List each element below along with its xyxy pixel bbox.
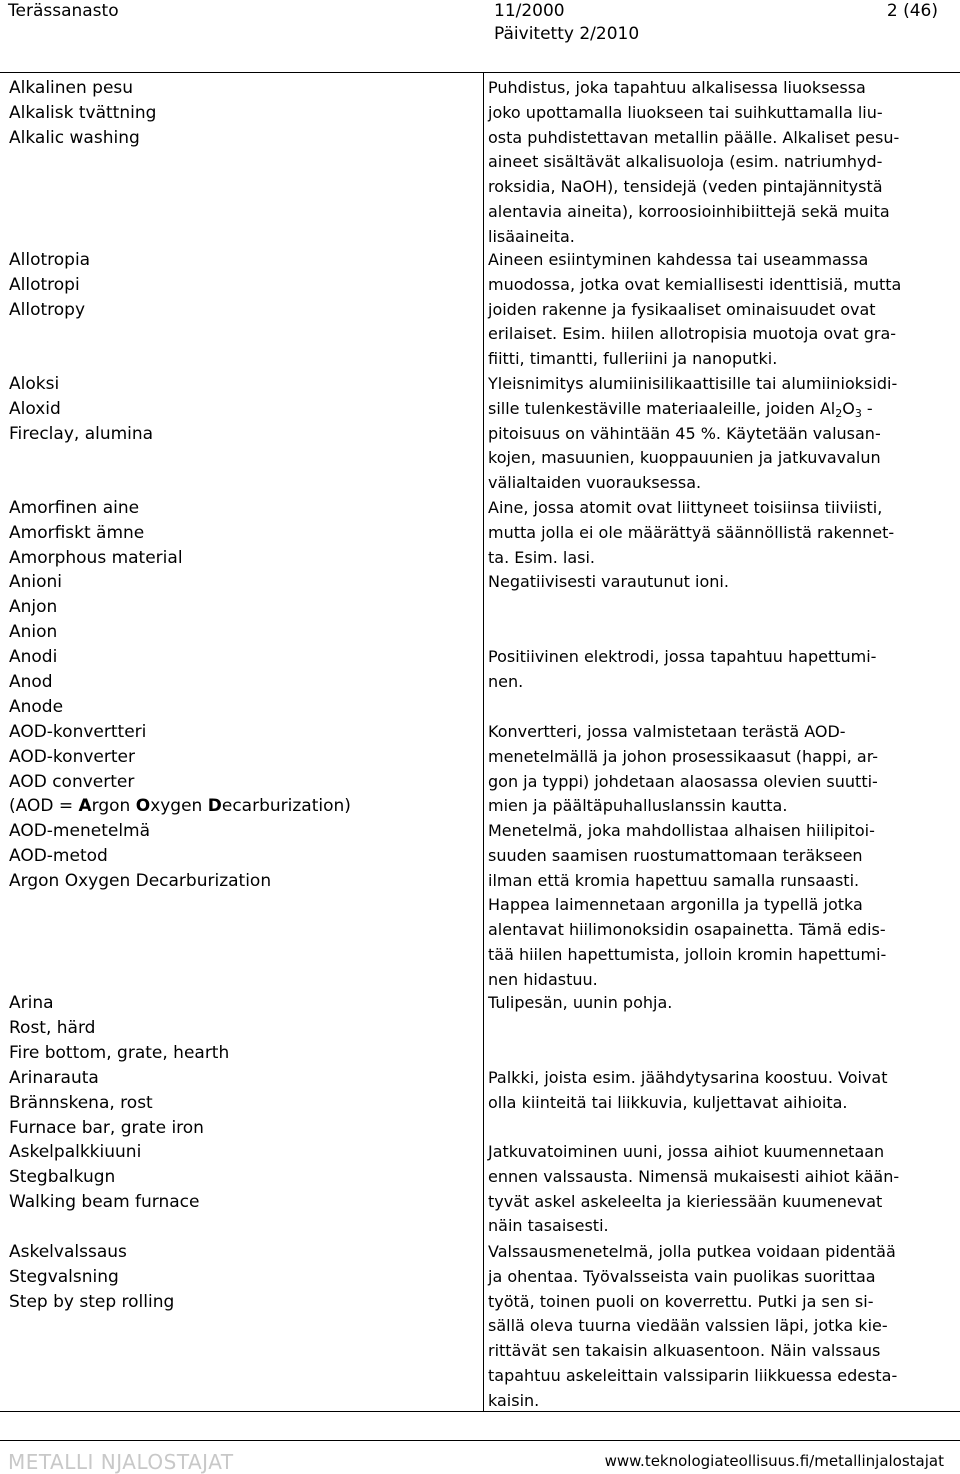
term-fi: Arinarauta: [9, 1068, 99, 1088]
term-sv: Stegbalkugn: [9, 1166, 116, 1187]
term-fi: Alkalinen pesu: [9, 78, 134, 98]
definition-cell: [488, 570, 950, 595]
term-cell: [9, 819, 479, 893]
definition-line: ennen valssausta. Nimensä mukaisesti aihiot kään-: [488, 1166, 900, 1186]
term-sv: AOD-metod: [9, 845, 108, 866]
term-en: Fire bottom, grate, hearth: [9, 1042, 230, 1063]
column-divider: [483, 72, 484, 1412]
term-en: Furnace bar, grate iron: [9, 1117, 204, 1138]
definition-line: Happea laimennetaan argonilla ja typellä jotka: [488, 895, 863, 915]
term-fi: Anioni: [9, 572, 63, 592]
term-sv: Brännskena, rost: [9, 1092, 153, 1113]
definition-cell: [488, 991, 950, 1016]
term-cell: [9, 76, 479, 150]
term-sv: AOD-konverter: [9, 746, 135, 767]
term-en: Allotropy: [9, 299, 86, 320]
aod-expansion: (AOD = Argon Oxygen Decarburization): [9, 796, 351, 817]
definition-line: alentavat hiilimonoksidin osapainetta. Tämä edis-: [488, 920, 886, 940]
term-cell: [9, 1240, 479, 1314]
term-sv: Allotropi: [9, 274, 80, 295]
term-cell: [9, 570, 479, 644]
definition-line: osta puhdistettavan metallin päälle. Alkaliset pesu-: [488, 127, 900, 147]
formula-tail: -: [861, 398, 873, 418]
page-footer: [0, 1440, 960, 1474]
definition-line: Konvertteri, jossa valmistetaan terästä AOD-: [488, 722, 846, 741]
formula-subscript: 3: [854, 406, 862, 420]
definition-cell: [488, 1140, 950, 1239]
term-cell: [9, 1140, 479, 1214]
definition-line: Jatkuvatoiminen uuni, jossa aihiot kuumennetaan: [488, 1142, 885, 1161]
definition-line: näin tasaisesti.: [488, 1216, 609, 1236]
definition-line: Palkki, joista esim. jäähdytysarina koostuu. Voivat: [488, 1068, 888, 1087]
definition-line: mutta jolla ei ole määrättyä säännöllistä rakennet-: [488, 522, 895, 542]
definition-line: joiden rakenne ja fysikaaliset ominaisuudet ovat: [488, 299, 876, 319]
updated-date: Päivitetty 2/2010: [494, 24, 640, 44]
definition-cell: [488, 248, 950, 372]
document-title: Terässanasto: [8, 1, 119, 21]
definition-line: tää hiilen hapettumista, jolloin kromin hapettumi-: [488, 944, 887, 964]
definition-cell: [488, 76, 950, 250]
definition-line: rittävät sen takaisin alkuasentoon. Näin valssaus: [488, 1341, 881, 1361]
definition-line: olla kiinteitä tai liikkuvia, kuljettavat aihioita.: [488, 1092, 848, 1112]
term-cell: [9, 1066, 479, 1140]
definition-text: sille tulenkestäville materiaaleille, joiden Al: [488, 398, 836, 418]
definition-line: kojen, masuunien, kuoppauunien ja jatkuvavalun: [488, 448, 881, 468]
term-fi: Allotropia: [9, 250, 91, 270]
definition-line: gon ja typpi) johdetaan alaosassa olevien suutti-: [488, 771, 878, 791]
definition-line: kaisin.: [488, 1390, 540, 1410]
definition-line: suuden saamisen ruostumattomaan teräkseen: [488, 845, 863, 865]
definition-line: sällä oleva tuurna viedään valssien läpi, jotka kie-: [488, 1316, 888, 1336]
definition-cell: [488, 496, 950, 570]
definition-line: nen hidastuu.: [488, 969, 598, 989]
definition-line: aineet sisältävät alkalisuoloja (esim. natriumhyd-: [488, 152, 883, 172]
table-top-rule: [0, 72, 960, 73]
definition-line: tapahtuu askeleittain valssiparin liikkuessa edesta-: [488, 1365, 898, 1385]
definition-cell: [488, 372, 950, 496]
definition-line: nen.: [488, 671, 524, 691]
page-header: [0, 0, 960, 70]
definition-line: lisäaineita.: [488, 226, 575, 246]
term-en: Alkalic washing: [9, 127, 140, 148]
term-sv: Anod: [9, 671, 53, 692]
formula-subscript: 2: [835, 406, 843, 420]
term-en: Step by step rolling: [9, 1291, 175, 1312]
term-fi: Arina: [9, 993, 54, 1013]
term-cell: [9, 372, 479, 446]
definition-line: mien ja päältäpuhalluslanssin kautta.: [488, 796, 788, 816]
definition-line: välialtaiden vuorauksessa.: [488, 473, 702, 493]
definition-line: Tulipesän, uunin pohja.: [488, 993, 673, 1012]
term-fi: AOD-menetelmä: [9, 821, 151, 841]
term-fi: Aloksi: [9, 374, 60, 394]
glossary-table: [0, 72, 960, 1412]
term-fi: AOD-konvertteri: [9, 722, 147, 742]
term-sv: Aloxid: [9, 398, 61, 419]
definition-line: alentavia aineita), korroosioinhibiittejä sekä muita: [488, 201, 890, 221]
definition-line: tyvät askel askeleelta ja kieriessään kuumenevat: [488, 1191, 883, 1211]
definition-line: Yleisnimitys alumiinisilikaattisille tai alumiinioksidi-: [488, 374, 898, 393]
definition-line: ilman että kromia hapettuu samalla runsaasti.: [488, 870, 860, 890]
footer-url[interactable]: www.teknologiateollisuus.fi/metallinjalostajat: [604, 1452, 944, 1470]
definition-line: Menetelmä, joka mahdollistaa alhaisen hiilipitoi-: [488, 821, 875, 840]
term-cell: [9, 496, 479, 570]
term-sv: Rost, härd: [9, 1017, 96, 1038]
definition-line: Positiivinen elektrodi, jossa tapahtuu hapettumi-: [488, 647, 877, 666]
term-en: Fireclay, alumina: [9, 423, 154, 444]
formula-oxygen: O: [842, 398, 855, 418]
definition-cell: [488, 819, 950, 993]
document-date: 11/2000: [494, 1, 565, 21]
definition-line: Aine, jossa atomit ovat liittyneet toisiinsa tiiviisti,: [488, 498, 883, 517]
term-fi: Amorfinen aine: [9, 498, 140, 518]
footer-rule: [0, 1440, 960, 1441]
definition-line: Valssausmenetelmä, jolla putkea voidaan pidentää: [488, 1242, 896, 1261]
term-sv: Anjon: [9, 596, 58, 617]
definition-line: Aineen esiintyminen kahdessa tai useammassa: [488, 250, 869, 269]
definition-line: Puhdistus, joka tapahtuu alkalisessa liuoksessa: [488, 78, 866, 97]
definition-cell: [488, 720, 950, 819]
definition-line: [488, 397, 950, 422]
term-en: Amorphous material: [9, 547, 183, 568]
definition-line: erilaiset. Esim. hiilen allotropisia muotoja ovat gra-: [488, 324, 897, 344]
term-cell: [9, 720, 479, 819]
term-fi: Askelvalssaus: [9, 1242, 127, 1262]
term-sv: Amorfiskt ämne: [9, 522, 145, 543]
page-number: 2 (46): [886, 1, 938, 21]
definition-cell: [488, 1240, 950, 1414]
term-en: Anode: [9, 696, 64, 717]
term-cell: [9, 248, 479, 322]
definition-line: muodossa, jotka ovat kemiallisesti identtisiä, mutta: [488, 274, 902, 294]
term-fi: Askelpalkkiuuni: [9, 1142, 142, 1162]
definition-line: menetelmällä ja johon prosessikaasut (happi, ar-: [488, 746, 879, 766]
definition-line: joko upottamalla liuokseen tai suihkuttamalla liu-: [488, 102, 883, 122]
term-fi: Anodi: [9, 647, 58, 667]
term-en: Walking beam furnace: [9, 1191, 200, 1212]
definition-line: fiitti, timantti, fulleriini ja nanoputki.: [488, 349, 778, 369]
definition-line: ja ohentaa. Työvalsseista vain puolikas suorittaa: [488, 1266, 876, 1286]
definition-line: ta. Esim. lasi.: [488, 547, 596, 567]
definition-cell: [488, 1066, 950, 1116]
term-sv: Stegvalsning: [9, 1266, 119, 1287]
term-en: Argon Oxygen Decarburization: [9, 870, 272, 891]
term-cell: [9, 991, 479, 1065]
definition-cell: [488, 645, 950, 695]
definition-line: työtä, toinen puoli on koverrettu. Putki ja sen si-: [488, 1291, 874, 1311]
term-en: AOD converter: [9, 771, 135, 792]
term-en: Anion: [9, 621, 58, 642]
definition-line: Negatiivisesti varautunut ioni.: [488, 572, 729, 591]
term-cell: [9, 645, 479, 719]
definition-line: pitoisuus on vähintään 45 %. Käytetään valusan-: [488, 423, 881, 443]
footer-brand: METALLI NJALOSTAJAT: [8, 1450, 234, 1474]
term-sv: Alkalisk tvättning: [9, 102, 157, 123]
definition-line: roksidia, NaOH), tensidejä (veden pintajännitystä: [488, 177, 883, 197]
